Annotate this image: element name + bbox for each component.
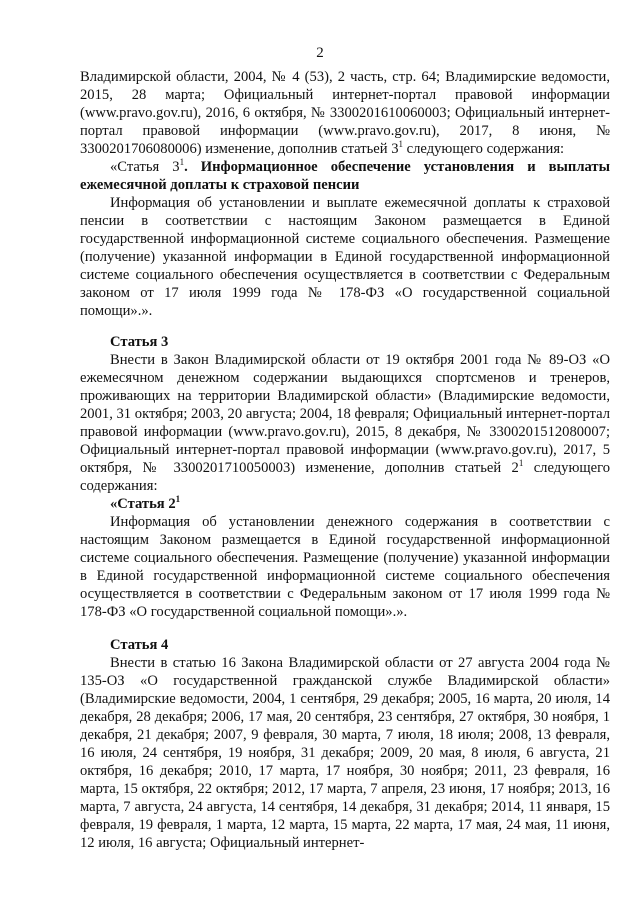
intro-block	[80, 68, 610, 320]
article-3-1-title: «Статья $3^1$. Информационное обеспечение установления и выплаты ежемесячной доплаты к страховой пенсии	[80, 157, 610, 193]
article-3-paragraph: Внести в Закон Владимирской области от 19 октября 2001 года № 89-ОЗ «О ежемесячном денежном содержании выдающихся спортсменов и тренеров, проживающих на территории Владимирской области» (Владимирские ведомости, 2001, 31 октября; 2003, 20 августа; 2004, 18 февраля; Официальный интернет-портал правовой информации (www.pravo.gov.ru), 2015, 8 декабря, № 3300201512080007; Официальный интернет-портал правовой информации (www.pravo.gov.ru), 2017, 5 октября, № 3300201710050003) изменение, дополнив статьей $2^1$ следующего содержания:	[80, 352, 611, 494]
page-number: 2	[316, 45, 324, 61]
article-4-paragraph: Внести в статью 16 Закона Владимирской области от 27 августа 2004 года № 135-ОЗ «О государственной гражданской службе Владимирской области» (Владимирские ведомости, 2004, 1 сентября, 29 декабря; 2005, 16 марта, 20 июля, 14 декабря, 28 декабря; 2006, 17 мая, 20 сентября, 23 сентября, 27 октября, 30 ноября, 1 декабря, 21 декабря; 2007, 9 февраля, 30 марта, 7 июля, 18 июля; 2008, 13 февраля, 16 июля, 24 сентября, 19 ноября, 31 декабря; 2009, 20 мая, 8 июля, 6 августа, 21 октября, 16 декабря; 2010, 17 марта, 17 ноября, 30 ноября; 2011, 23 февраля, 16 марта, 15 октября, 22 октября; 2012, 17 марта, 7 апреля, 23 июня, 17 ноября; 2013, 16 марта, 7 августа, 24 августа, 14 сентября, 14 декабря, 31 декабря; 2014, 11 января, 15 февраля, 19 февраля, 1 марта, 12 марта, 15 марта, 22 марта, 17 мая, 24 мая, 11 июня, 12 июля, 16 августа; Официальный интернет-	[80, 655, 610, 851]
article-2-1-body: Информация об установлении денежного содержания в соответствии с настоящим Законом размещается в Единой государственной информационной системе социального обеспечения. Размещение (получение) указанной информации в Единой государственной информационной системе социального обеспечения осуществляется в соответствии с Федеральным законом от 17 июля 1999 года № 178-ФЗ «О государственной социальной помощи».».	[80, 514, 610, 620]
article-3-block	[80, 333, 610, 621]
intro-paragraph: Владимирской области, 2004, № 4 (53), 2 часть, стр. 64; Владимирские ведомости, 2015, 28 марта; Официальный интернет-портал правовой информации (www.pravo.gov.ru), 2016, 6 октября, № 3300201610060003; Официальный интернет-портал правовой информации (www.pravo.gov.ru), 2017, 8 июня, № 3300201706080006) изменение, дополнив статьей $3^1$ следующего содержания:	[80, 69, 610, 157]
article-3-heading: Статья 3	[110, 334, 169, 350]
article-2-1-title: «Статья $2^1$	[110, 494, 181, 512]
article-4-heading: Статья 4	[110, 637, 169, 653]
article-4-block	[80, 636, 610, 852]
article-3-1-body: Информация об установлении и выплате ежемесячной доплаты к страховой пенсии в соответствии с настоящим Законом размещается в Единой государственной информационной системе социального обеспечения. Размещение (получение) указанной информации в Единой государственной информационной системе социального обеспечения осуществляется в соответствии с Федеральным законом от 17 июля 1999 года № 178-ФЗ «О государственной социальной помощи».».	[80, 195, 610, 319]
